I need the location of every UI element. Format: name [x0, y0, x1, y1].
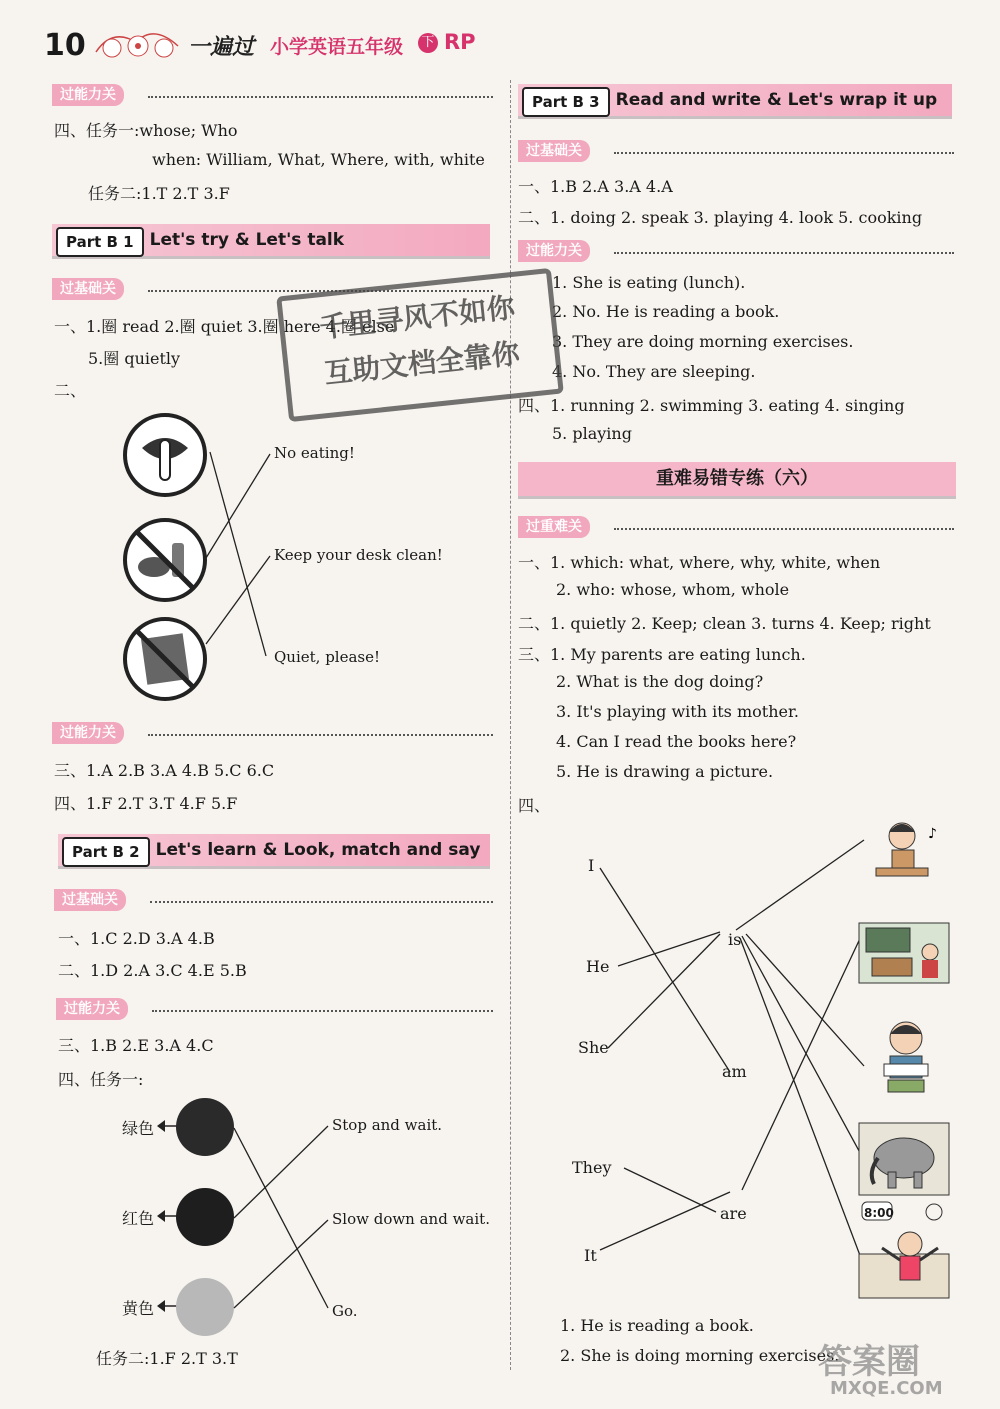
sign-caption: Keep your desk clean! [274, 546, 443, 564]
color-label-green: 绿色 [122, 1119, 155, 1138]
answer-line: 4. No. They are sleeping. [552, 362, 756, 381]
page-number: 10 [44, 28, 86, 63]
word-am: am [722, 1062, 747, 1081]
brand-name: 一遍过 [188, 34, 255, 60]
tag-dots [148, 96, 493, 98]
answer-line: 二、1. doing 2. speak 3. playing 4. look 5. cooking [518, 208, 923, 227]
section-banner-b3 [518, 84, 952, 119]
tag-dots [150, 901, 493, 903]
tag-guoji-1: 过基础关 [52, 278, 124, 300]
stamp-text: 互助文档全靠你 [322, 336, 522, 391]
answer-line: 二、 [54, 381, 87, 400]
tag-guoneng-1: 过能力关 [52, 84, 124, 106]
answer-line: 一、1.B 2.A 3.A 4.A [518, 177, 673, 196]
word-she: She [578, 1038, 609, 1057]
boy-reading-icon [876, 1018, 936, 1096]
answer-line: 一、1.C 2.D 3.A 4.B [58, 929, 215, 948]
answer-line: 5. He is drawing a picture. [556, 762, 774, 781]
no-talking-sign-icon [120, 410, 210, 500]
answer-line: 一、1. which: what, where, why, white, when [518, 553, 881, 572]
tag-guoji-2: 过基础关 [54, 889, 126, 911]
no-food-sign-icon [120, 515, 210, 605]
word-it: It [584, 1246, 597, 1265]
tag-dots [614, 152, 954, 154]
answer-line: 5. playing [552, 424, 632, 443]
section-title: Read and write & Let's wrap it up [615, 90, 938, 110]
answer-line: 四、任务一: [58, 1070, 144, 1089]
messy-desk-sign-icon [120, 614, 210, 704]
tag-guoji-3: 过基础关 [518, 140, 590, 162]
word-i: I [588, 856, 595, 875]
edition-label: RP [444, 30, 476, 54]
header-ornament [92, 22, 182, 62]
traffic-caption: Slow down and wait. [332, 1210, 490, 1228]
answer-line: 3. It's playing with its mother. [556, 702, 799, 721]
answer-line: 1. She is eating (lunch). [552, 273, 746, 292]
tag-dots [148, 734, 493, 736]
answer-line: 三、1.B 2.E 3.A 4.C [58, 1036, 214, 1055]
clock-time: 8:00 [864, 1206, 894, 1220]
tag-guoneng-4: 过能力关 [518, 240, 590, 262]
watermark-url: MXQE.COM [830, 1378, 943, 1399]
color-label-red: 红色 [122, 1209, 155, 1228]
section-banner-b1 [52, 224, 490, 259]
watermark-logo: 答案圈 [818, 1342, 920, 1382]
section-title: Let's try & Let's talk [149, 230, 345, 250]
section-title: Let's learn & Look, match and say [155, 840, 481, 860]
part-label: Part B 3 [522, 87, 610, 117]
answer-line: 四、1.F 2.T 3.T 4.F 5.F [54, 794, 238, 813]
part-label: Part B 2 [62, 837, 150, 867]
word-is: is [728, 930, 742, 949]
svg-text:♪: ♪ [928, 826, 937, 842]
special-practice-banner [518, 462, 956, 499]
stamp-text: 千里寻风不如你 [317, 290, 517, 345]
tag-guoneng-2: 过能力关 [52, 722, 124, 744]
girl-singing-icon [862, 818, 952, 888]
term-badge: 下 [418, 33, 438, 53]
answer-line: 三、1. My parents are eating lunch. [518, 645, 806, 664]
red-light-circle [176, 1188, 234, 1246]
answer-line: 3. They are doing morning exercises. [552, 332, 854, 351]
answer-line: 2. What is the dog doing? [556, 672, 764, 691]
traffic-match-lines [230, 1116, 340, 1326]
part-label: Part B 1 [56, 227, 144, 257]
answer-line: 4. Can I read the books here? [556, 732, 797, 751]
section-banner-b2 [58, 834, 490, 869]
tag-guoneng-3: 过能力关 [56, 998, 128, 1020]
traffic-caption: Stop and wait. [332, 1116, 443, 1134]
answer-line: 5.圈 quietly [88, 349, 181, 368]
answer-line: 二、1.D 2.A 3.C 4.E 5.B [58, 961, 247, 980]
answer-line: 二、1. quietly 2. Keep; clean 3. turns 4. Keep; right [518, 614, 931, 633]
tag-dots [614, 528, 954, 530]
word-he: He [586, 957, 610, 976]
subject-title: 小学英语五年级 [270, 36, 404, 58]
special-practice-title: 重难易错专练（六） [656, 468, 818, 489]
answer-line: 四、 [518, 796, 551, 815]
yellow-light-circle [176, 1278, 234, 1336]
answer-line: 2. She is doing morning exercises. [560, 1346, 840, 1365]
answer-line: 任务二:1.F 2.T 3.T [96, 1349, 238, 1368]
answer-line: 2. No. He is reading a book. [552, 302, 780, 321]
answer-line: 任务二:1.T 2.T 3.F [88, 184, 230, 203]
answer-line: when: William, What, Where, with, white [152, 150, 485, 169]
answer-line: 四、1. running 2. swimming 3. eating 4. singing [518, 396, 905, 415]
answer-line: 三、1.A 2.B 3.A 4.B 5.C 6.C [54, 761, 275, 780]
grammar-match-lines [580, 820, 880, 1260]
sign-caption: No eating! [274, 444, 355, 462]
tag-guozhong: 过重难关 [518, 516, 590, 538]
tag-dots [614, 252, 954, 254]
word-are: are [720, 1204, 747, 1223]
answer-line: 一、1.圈 read 2.圈 quiet 3.圈 here 4.圈 else [54, 317, 395, 336]
green-light-circle [176, 1098, 234, 1156]
answer-line: 1. He is reading a book. [560, 1316, 754, 1335]
sign-caption: Quiet, please! [274, 648, 381, 666]
color-label-yellow: 黄色 [122, 1299, 155, 1318]
classroom-icon [858, 922, 950, 984]
elephant-icon [858, 1122, 950, 1196]
answer-line: 四、任务一:whose; Who [54, 121, 238, 140]
answer-line: 2. who: whose, whom, whole [556, 580, 790, 599]
word-they: They [572, 1158, 612, 1177]
traffic-caption: Go. [332, 1302, 358, 1320]
tag-dots [152, 1010, 493, 1012]
